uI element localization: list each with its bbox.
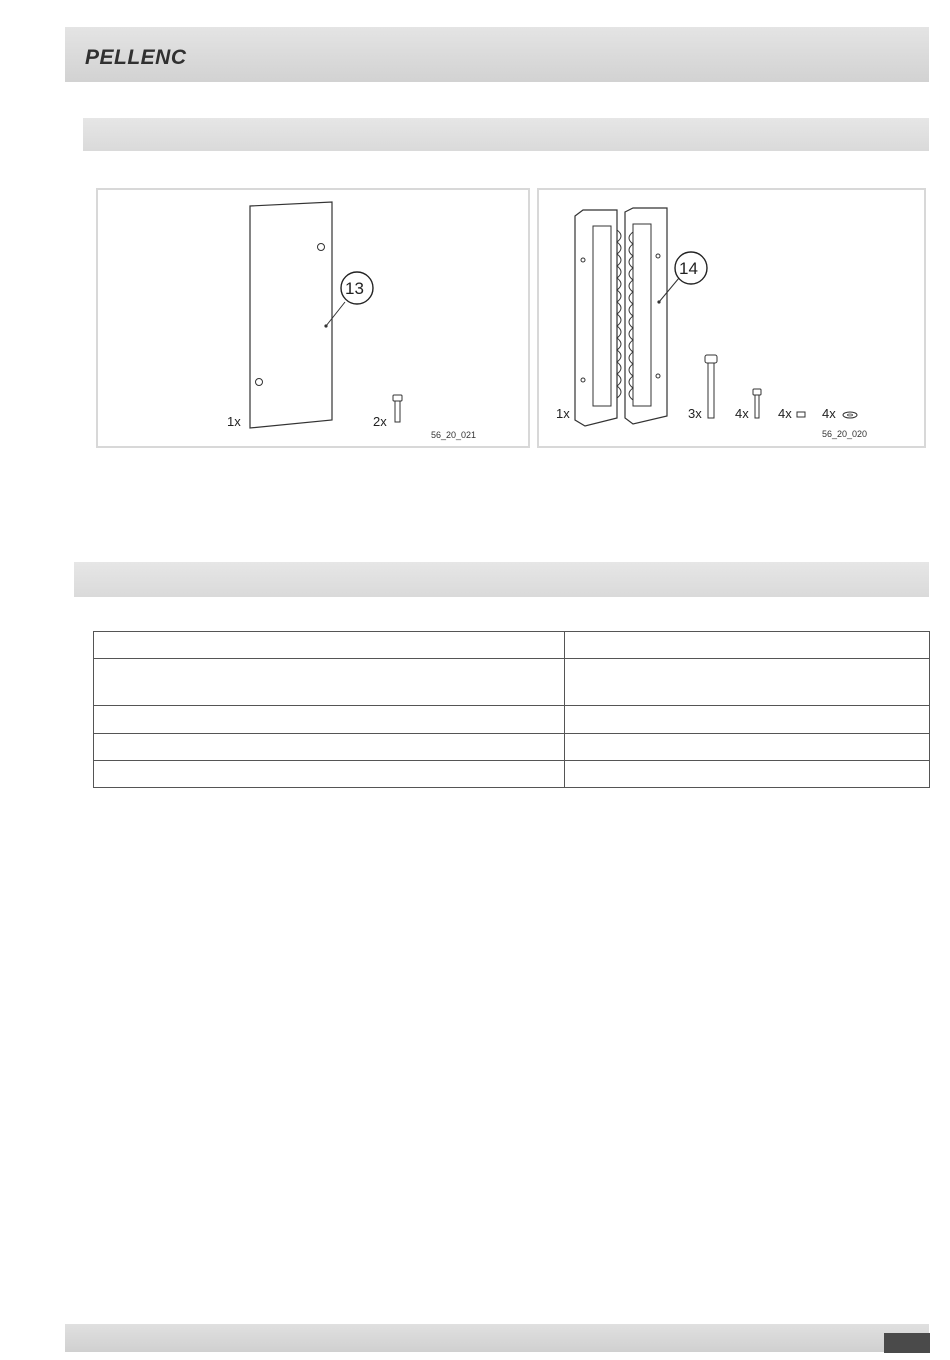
table-row: [94, 632, 930, 659]
rack-drawing: [539, 190, 924, 446]
figure-panel-13: [96, 188, 530, 448]
table-cell: [94, 761, 565, 788]
qty-screw: 2x: [373, 414, 387, 429]
panel-drawing: [98, 190, 528, 446]
qty-panel: 1x: [227, 414, 241, 429]
table-cell: [565, 632, 930, 659]
table-cell: [94, 632, 565, 659]
section-title-bar-2: [74, 562, 929, 597]
table-cell: [565, 761, 930, 788]
section-title-bar-1: [83, 118, 929, 151]
table-cell: [94, 706, 565, 734]
qty-short-screw: 4x: [735, 406, 749, 421]
table-cell: [94, 734, 565, 761]
brand-logo: PELLENC: [85, 46, 187, 69]
header-band: [65, 27, 929, 82]
table-row: [94, 659, 930, 706]
figure-ref: 56_20_020: [822, 429, 868, 439]
table-row: [94, 761, 930, 788]
table-row: [94, 706, 930, 734]
table-cell: [565, 734, 930, 761]
table-row: [94, 734, 930, 761]
table-cell: [565, 659, 930, 706]
qty-rack: 1x: [556, 406, 570, 421]
spec-table: [93, 631, 930, 788]
callout-13: 13: [345, 279, 364, 298]
qty-washer: 4x: [822, 406, 836, 421]
page-number-box: [884, 1333, 930, 1353]
figure-panel-14: [537, 188, 926, 448]
table-cell: [565, 706, 930, 734]
qty-nut: 4x: [778, 406, 792, 421]
callout-14: 14: [679, 259, 698, 278]
table-cell: [94, 659, 565, 706]
footer-band: [65, 1324, 929, 1352]
qty-long-screw: 3x: [688, 406, 702, 421]
figure-ref: 56_20_021: [431, 430, 477, 440]
